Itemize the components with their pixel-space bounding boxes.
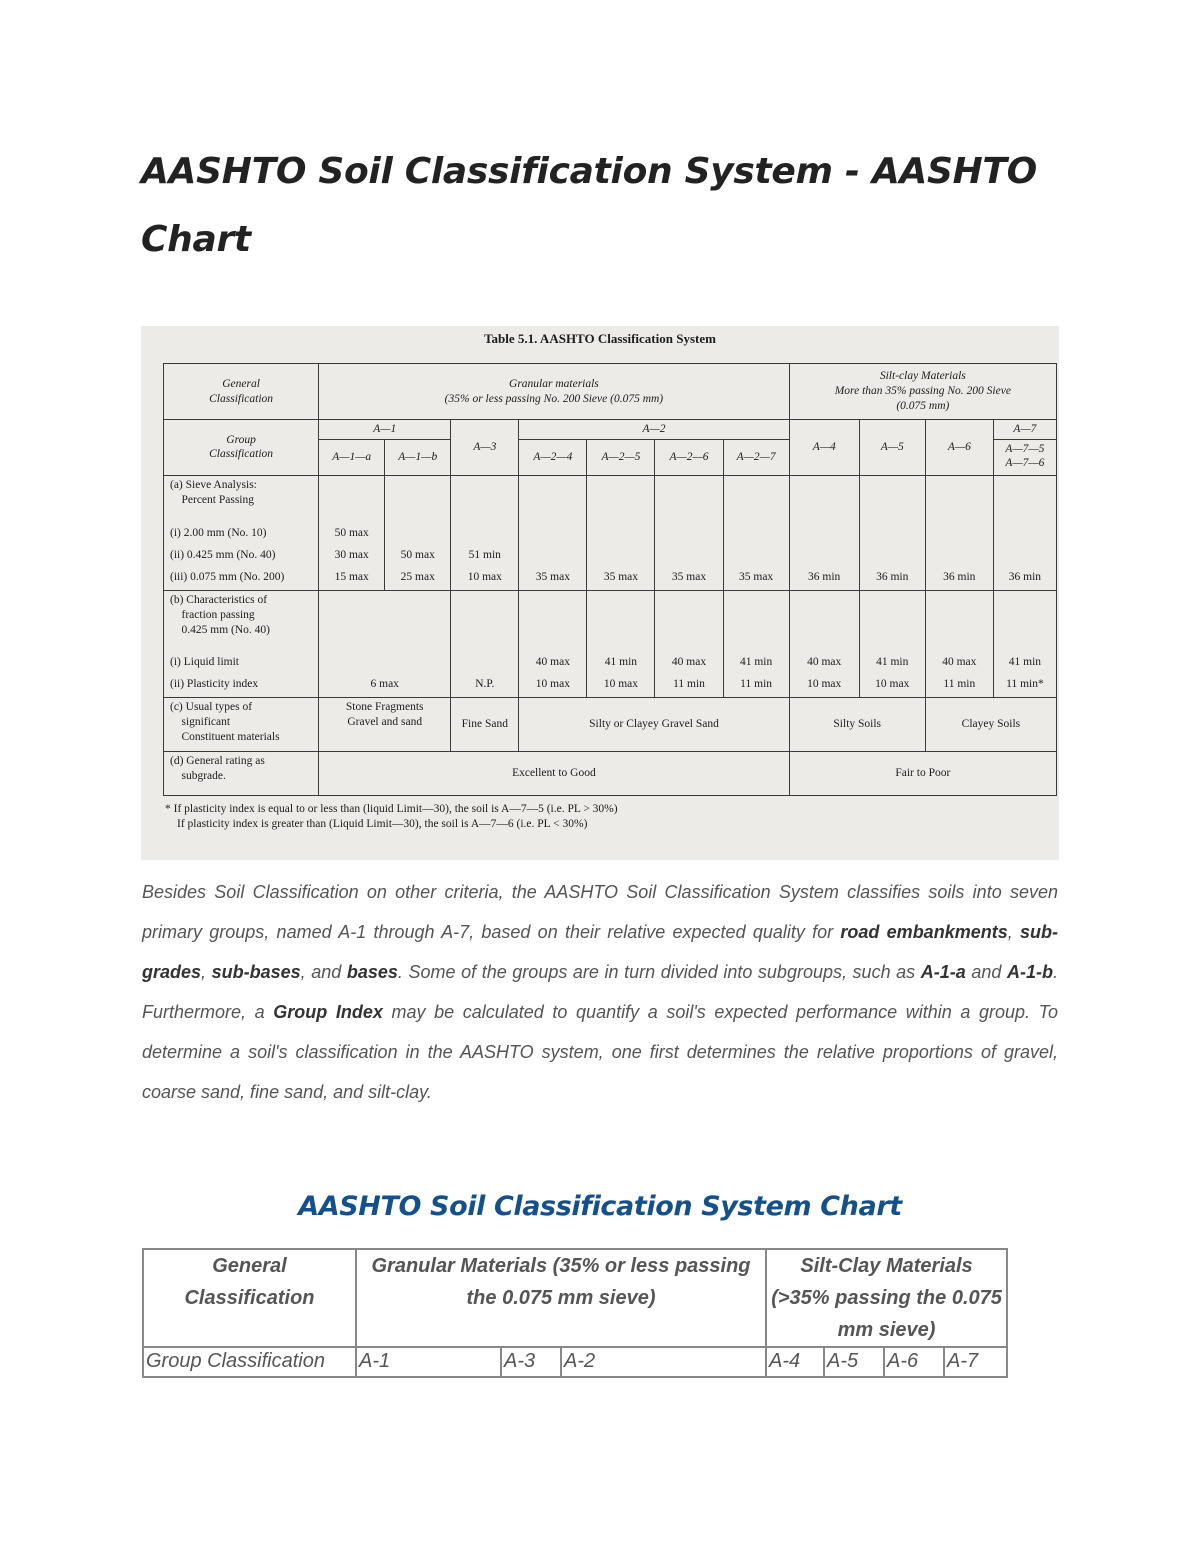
table-header-row: [143, 1249, 1007, 1347]
scan-value: 36 min: [876, 570, 909, 583]
emphasis-term: Group Index: [273, 1002, 383, 1022]
emphasis-term: sub-grades: [142, 922, 1058, 982]
scan-a4: A—4: [789, 420, 859, 476]
scan-a1: A—1: [319, 420, 451, 440]
scan-value: 50 max: [334, 526, 369, 539]
scan-value: 10 max: [807, 677, 842, 690]
scan-a25: A—2—5: [587, 439, 655, 475]
scan-value: 36 min: [808, 570, 841, 583]
scan-usual-silty: Silty Soils: [789, 697, 925, 751]
scan-usual-a1: Stone Fragments Gravel and sand: [319, 697, 451, 751]
page-title: AASHTO Soil Classification System - AASHTO Chart: [141, 151, 1037, 260]
scan-a6: A—6: [925, 420, 993, 476]
group-a7: A-7: [944, 1347, 1007, 1377]
group-a2: A-2: [561, 1347, 766, 1377]
scan-sieve-iii: (iii) 0.075 mm (No. 200): [170, 570, 285, 583]
scan-value: 35 max: [535, 570, 570, 583]
aashto-table-image: [141, 326, 1059, 860]
group-a1: A-1: [356, 1347, 501, 1377]
scan-value: 10 max: [603, 677, 639, 690]
scan-usual-label: (c) Usual types of significant Constituent materials: [164, 697, 319, 751]
scan-pi-label: (ii) Plasticity index: [170, 677, 259, 690]
scan-a26: A—2—6: [655, 439, 723, 475]
scan-value: 15 max: [334, 570, 369, 583]
scan-footnote-line: If plasticity index is greater than (Liquid Limit—30), the soil is A—7—6 (i.e. PL < 30%): [177, 818, 588, 830]
scan-usual-a2: Silty or Clayey Gravel Sand: [519, 697, 789, 751]
emphasis-term: A-1-a: [920, 962, 966, 982]
paragraph-text: Besides Soil Classification on other criteria, the AASHTO Soil Classification System classifies soils into seven primary groups, named A-1 through A-7, based on their relative expected quality for: [142, 882, 1058, 942]
header-silt-clay: Silt-Clay Materials (>35% passing the 0.075 mm sieve): [766, 1249, 1007, 1347]
scan-value: 36 min: [1008, 570, 1042, 583]
scan-sieve-i: (i) 2.00 mm (No. 10): [170, 526, 267, 539]
group-a5: A-5: [824, 1347, 884, 1377]
scan-value: 41 min: [739, 655, 773, 668]
scan-value: 36 min: [943, 570, 976, 583]
scan-rating-label: (d) General rating as subgrade.: [164, 751, 319, 795]
paragraph-text: may be calculated to quantify a soil's expected performance within a group. To determine a soil's classification in the AASHTO system, one first determines the relative proportions of gravel, coarse sand, fine sand, and silt-clay.: [142, 1002, 1058, 1102]
emphasis-term: bases: [346, 962, 398, 982]
scan-granular-header: Granular materials (35% or less passing No. 200 Sieve (0.075 mm): [319, 364, 790, 420]
scan-rating-good: Excellent to Good: [319, 751, 790, 795]
scan-value: 25 max: [400, 570, 435, 583]
scan-value: 10 max: [875, 677, 910, 690]
chart-section-heading: AASHTO Soil Classification System Chart: [298, 1191, 902, 1222]
scan-value: 10 max: [535, 677, 570, 690]
scan-a5: A—5: [859, 420, 925, 476]
scan-value: 40 max: [671, 655, 707, 668]
scan-a2: A—2: [519, 420, 789, 440]
scan-value: 35 max: [739, 570, 774, 583]
paragraph-text: ,: [1007, 922, 1020, 942]
scan-sieve-ii: (ii) 0.425 mm (No. 40): [170, 548, 276, 561]
group-a4: A-4: [766, 1347, 824, 1377]
emphasis-term: sub-bases: [211, 962, 301, 982]
scan-value: 35 max: [603, 570, 639, 583]
scan-value: 11 min: [673, 677, 705, 690]
group-a3: A-3: [501, 1347, 561, 1377]
emphasis-term: A-1-b: [1006, 962, 1053, 982]
scan-siltclay-header: Silt-clay Materials More than 35% passing No. 200 Sieve (0.075 mm): [789, 364, 1056, 420]
scan-footnote-line: * If plasticity index is equal to or less than (liquid Limit—30), the soil is A—7—5 (i.e. PL > 30%): [165, 803, 618, 815]
scan-rating-poor: Fair to Poor: [789, 751, 1056, 795]
scan-a1b: A—1—b: [385, 439, 451, 475]
scan-value: 6 max: [370, 677, 399, 690]
paragraph-text: and: [965, 962, 1007, 982]
scan-usual-a3: Fine Sand: [451, 697, 519, 751]
scan-value: 40 max: [807, 655, 842, 668]
intro-paragraph: [142, 872, 1058, 1112]
scan-value: 11 min*: [1006, 677, 1044, 690]
scan-a24: A—2—4: [519, 439, 587, 475]
header-granular: Granular Materials (35% or less passing the 0.075 mm sieve): [356, 1249, 766, 1347]
scan-value: 30 max: [334, 548, 369, 561]
scan-a3: A—3: [451, 420, 519, 476]
scan-a7: A—7: [993, 420, 1056, 440]
group-a6: A-6: [884, 1347, 944, 1377]
scan-group-label: Group Classification: [164, 420, 319, 476]
scan-classification-table: [163, 363, 1057, 796]
scan-value: 11 min: [943, 677, 976, 690]
scan-value: 35 max: [671, 570, 707, 583]
paragraph-text: ,: [201, 962, 212, 982]
scan-value: 41 min: [1008, 655, 1042, 668]
scan-sieve-label: (a) Sieve Analysis: Percent Passing: [170, 478, 257, 506]
scan-value: 11 min: [740, 677, 773, 690]
scan-footnote: [165, 802, 618, 832]
paragraph-text: . Furthermore, a: [142, 962, 1058, 1022]
scan-ll-label: (i) Liquid limit: [170, 655, 239, 668]
scan-value: 40 max: [942, 655, 977, 668]
scan-general-label: General Classification: [164, 364, 319, 420]
scan-value: 40 max: [535, 655, 570, 668]
table-row: [143, 1347, 1007, 1377]
paragraph-text: , and: [300, 962, 347, 982]
emphasis-term: road embankments: [840, 922, 1008, 942]
scan-value: 50 max: [400, 548, 435, 561]
scan-char-label: (b) Characteristics of fraction passing 0.425 mm (No. 40): [170, 593, 270, 636]
scan-a27: A—2—7: [723, 439, 789, 475]
scan-value: 51 min: [468, 548, 501, 561]
paragraph-text: . Some of the groups are in turn divided into subgroups, such as: [397, 962, 921, 982]
scan-table-title: Table 5.1. AASHTO Classification System: [484, 331, 716, 346]
header-general: General Classification: [143, 1249, 356, 1347]
scan-value: 41 min: [604, 655, 638, 668]
scan-value: 10 max: [467, 570, 502, 583]
classification-chart-table: [142, 1248, 1008, 1378]
scan-a1a: A—1—a: [319, 439, 385, 475]
scan-a7-subgroups: A—7—5 A—7—6: [993, 439, 1056, 475]
scan-value: N.P.: [475, 677, 495, 690]
group-classification-label: Group Classification: [143, 1347, 356, 1377]
scan-usual-clayey: Clayey Soils: [925, 697, 1056, 751]
scan-value: 41 min: [876, 655, 909, 668]
